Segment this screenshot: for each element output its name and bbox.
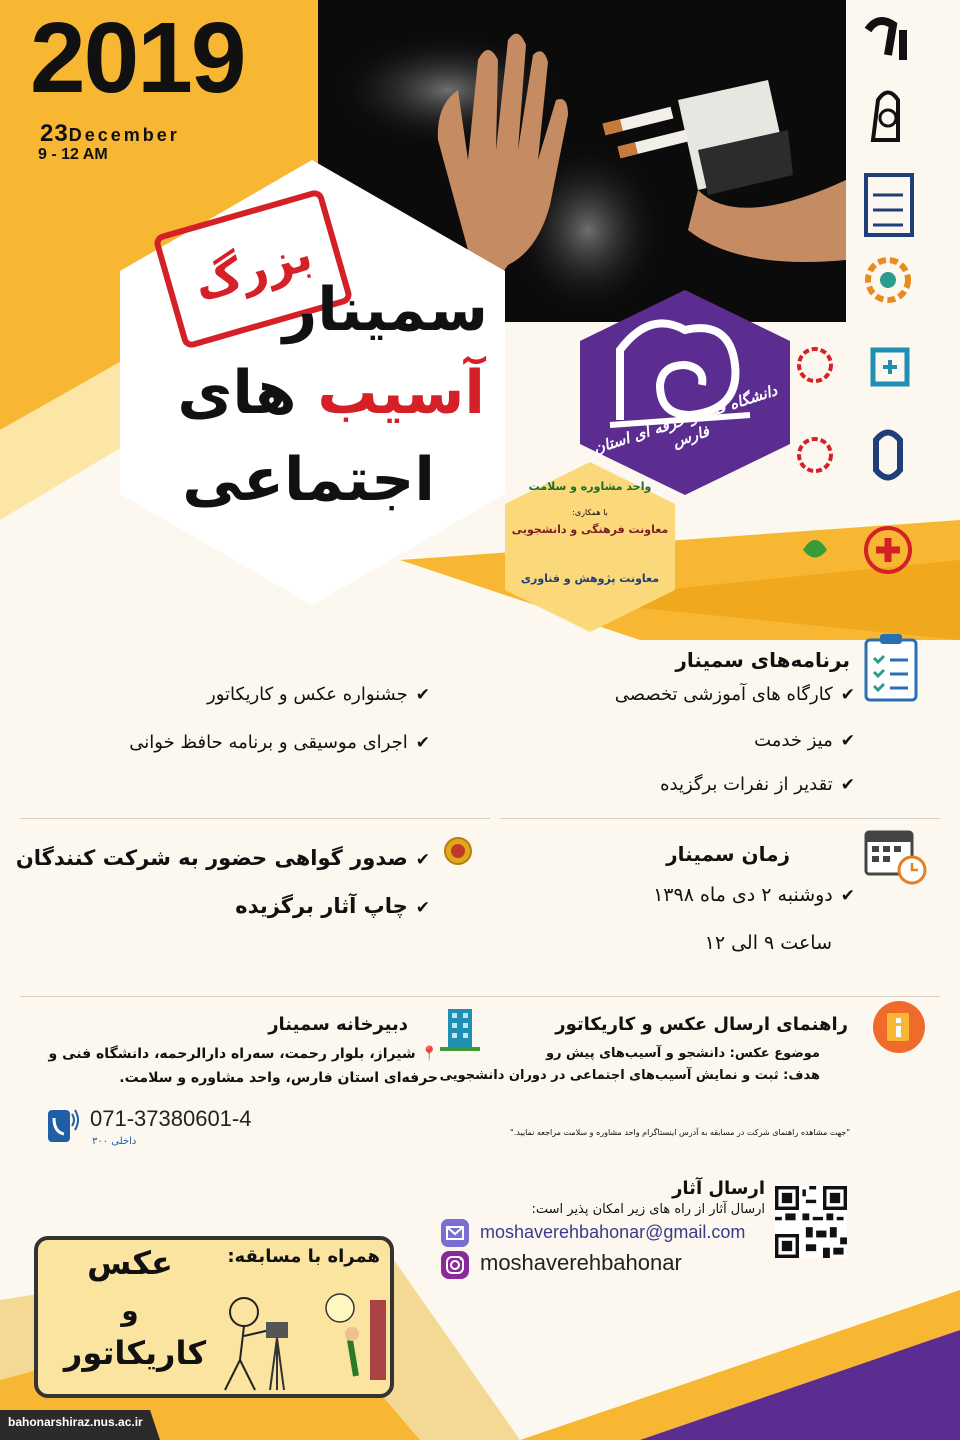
- title-social-harms: [177, 358, 485, 428]
- check-icon: ✔: [415, 850, 430, 870]
- instagram-icon: [440, 1250, 470, 1280]
- check-icon: ✔: [415, 685, 430, 705]
- address-line: شیراز، بلوار رحمت، سه‌راه دارالرحمه، دانشگاه فنی و: [48, 1046, 416, 1062]
- phone-icon: [40, 1104, 80, 1144]
- footer-url[interactable]: bahonarshiraz.nus.ac.ir: [8, 1415, 143, 1429]
- program-item-service-desk: [495, 730, 855, 751]
- logo-5: [873, 350, 907, 384]
- with-cooperation: با همکاری:: [572, 508, 608, 517]
- university-name: دانشگاه فنی و حرفه ای استان فارس: [591, 381, 780, 458]
- program-item-label: اجرای موسیقی و برنامه حافظ خوانی: [129, 732, 408, 753]
- contest-label: همراه با مسابقه:: [227, 1246, 380, 1267]
- secretariat-address-2: حرفه‌ای استان فارس، واحد مشاوره و سلامت.: [119, 1070, 438, 1086]
- cultural-deputy: معاونت فرهنگی و دانشجویی: [511, 523, 669, 536]
- print-works-item: [10, 894, 430, 918]
- event-year: 2019: [30, 2, 245, 114]
- check-icon: ✔: [840, 775, 855, 795]
- logo-4: [868, 260, 908, 300]
- schedule-hours: ساعت ۹ الی ۱۲: [704, 932, 832, 954]
- welfare-logos: [795, 340, 855, 580]
- logo-8: [866, 528, 910, 572]
- event-day: 23: [40, 120, 69, 147]
- guide-heading: راهنمای ارسال عکس و کاریکاتور: [555, 1014, 848, 1035]
- program-item-label: جشنواره عکس و کاریکاتور: [207, 684, 408, 705]
- contest-and: و: [121, 1294, 139, 1327]
- divider: [20, 996, 940, 997]
- program-item-photo-festival: [10, 684, 430, 705]
- event-date: [40, 120, 180, 148]
- print-works-label: چاپ آثار برگزیده: [235, 894, 408, 918]
- cartoon-illustration: [200, 1280, 390, 1395]
- logo-2: [873, 93, 898, 141]
- submit-email[interactable]: moshaverehbahonar@gmail.com: [480, 1222, 746, 1242]
- counseling-unit: واحد مشاوره و سلامت: [528, 480, 652, 493]
- title-social: اجتماعی: [182, 445, 435, 515]
- logo-7: [876, 433, 900, 478]
- info-icon: [872, 1000, 926, 1054]
- divider: [500, 818, 940, 819]
- check-icon: ✔: [840, 685, 855, 705]
- certificate-label: صدور گواهی حضور به شرکت کنندگان: [15, 846, 408, 870]
- program-item-music: [10, 732, 430, 753]
- secretariat-address-1: [0, 1046, 438, 1062]
- clipboard-icon: [862, 632, 920, 702]
- certificate-item: [10, 846, 430, 870]
- divider: [20, 818, 490, 819]
- programs-heading: برنامه‌های سمینار: [675, 648, 850, 672]
- event-time: 9 - 12 AM: [38, 146, 108, 163]
- secretariat-heading: دبیرخانه سمینار: [268, 1014, 408, 1035]
- guide-goal: هدف: ثبت و نمایش آسیب‌های اجتماعی در دوران دانشجویی: [439, 1068, 820, 1083]
- schedule-date-label: دوشنبه ۲ دی ماه ۱۳۹۸: [653, 884, 833, 906]
- title-harm-word: آسیب: [317, 358, 485, 428]
- guide-note: "جهت مشاهده راهنمای شرکت در مسابقه به آدرس اینستاگرام واحد مشاوره و سلامت مراجعه نمایید.": [510, 1128, 850, 1137]
- check-icon: ✔: [840, 886, 855, 906]
- map-pin-icon: 📍: [420, 1046, 438, 1062]
- program-item-label: میز خدمت: [754, 730, 833, 751]
- submit-heading: ارسال آثار: [672, 1178, 765, 1199]
- program-item-label: تقدیر از نفرات برگزیده: [660, 774, 833, 795]
- event-month: December: [68, 125, 180, 145]
- schedule-heading: زمان سمینار: [666, 842, 790, 866]
- submit-description: ارسال آثار از راه های زیر امکان پذیر است:: [531, 1202, 765, 1217]
- title-plural-word: های: [177, 358, 297, 428]
- contest-photo: عکس: [87, 1244, 173, 1282]
- schedule-date: [495, 884, 855, 906]
- phone-extension: داخلی ۳۰۰: [92, 1136, 137, 1147]
- program-item-workshops: [495, 684, 855, 705]
- big-stamp: بزرگ: [152, 188, 354, 350]
- program-item-award: [495, 774, 855, 795]
- partner-logos: [848, 0, 960, 620]
- program-item-label: کارگاه های آموزشی تخصصی: [614, 684, 833, 705]
- check-icon: ✔: [415, 898, 430, 918]
- email-icon: [440, 1218, 470, 1248]
- contest-caricature: کاریکاتور: [63, 1334, 207, 1372]
- check-icon: ✔: [415, 733, 430, 753]
- guide-subject: موضوع عکس: دانشجو و آسیب‌های پیش رو: [545, 1046, 820, 1061]
- title-seminar: سمینار: [282, 275, 488, 345]
- secretariat-phone[interactable]: 071-37380601-4: [90, 1106, 252, 1131]
- medal-icon: [443, 836, 473, 866]
- research-deputy: معاونت پژوهش و فناوری: [520, 572, 660, 585]
- logo-3: [866, 175, 912, 235]
- logo-1: [868, 21, 903, 60]
- footer-bar: [0, 1404, 960, 1440]
- qr-code: [775, 1186, 847, 1258]
- submit-instagram[interactable]: moshaverehbahonar: [480, 1250, 682, 1275]
- calendar-clock-icon: [864, 826, 928, 886]
- check-icon: ✔: [840, 731, 855, 751]
